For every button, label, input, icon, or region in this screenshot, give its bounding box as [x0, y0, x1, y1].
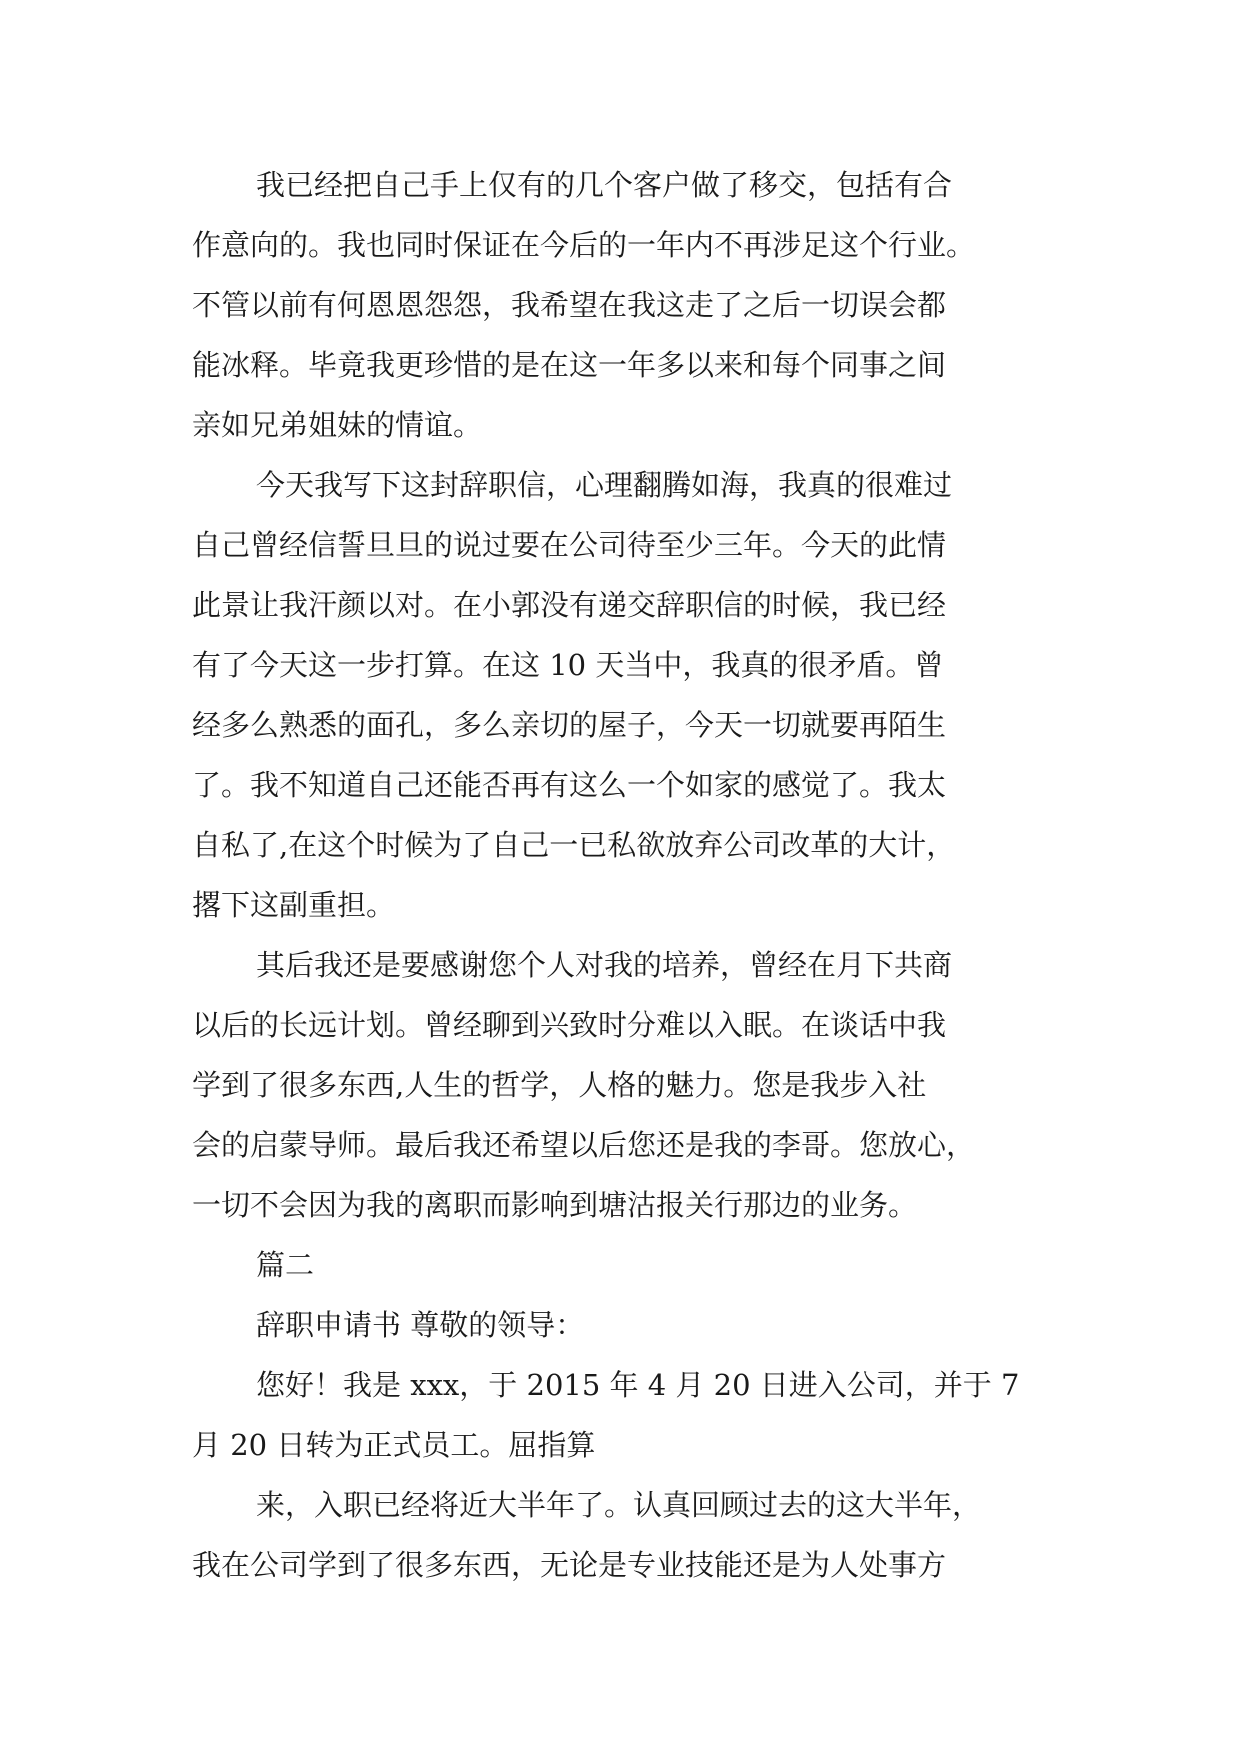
text-line: 撂下这副重担。 [192, 888, 396, 922]
text-line: 亲如兄弟姐妹的情谊。 [192, 408, 483, 442]
text-line: 以后的长远计划。曾经聊到兴致时分难以入眠。在谈话中我 [192, 1008, 947, 1042]
text-line: 能冰释。毕竟我更珍惜的是在这一年多以来和每个同事之间 [192, 348, 947, 382]
text-line: 您好！我是 xxx，于 2015 年 4 月 20 日进入公司，并于 7 [256, 1368, 1020, 1402]
text-line: 了。我不知道自己还能否再有这么一个如家的感觉了。我太 [192, 768, 947, 802]
text-line: 自己曾经信誓旦旦的说过要在公司待至少三年。今天的此情 [192, 528, 947, 562]
text-line: 此景让我汗颜以对。在小郭没有递交辞职信的时候，我已经 [192, 588, 947, 622]
letter-title: 辞职申请书 尊敬的领导： [256, 1308, 585, 1342]
text-line: 来，入职已经将近大半年了。认真回顾过去的这大半年， [256, 1488, 982, 1522]
text-line: 我已经把自己手上仅有的几个客户做了移交，包括有合 [256, 168, 953, 202]
text-line: 经多么熟悉的面孔，多么亲切的屋子，今天一切就要再陌生 [192, 708, 947, 742]
text-line: 学到了很多东西,人生的哲学，人格的魅力。您是我步入社 [192, 1068, 927, 1102]
text-line: 一切不会因为我的离职而影响到塘沽报关行那边的业务。 [192, 1188, 918, 1222]
text-line: 有了今天这一步打算。在这 10 天当中，我真的很矛盾。曾 [192, 648, 944, 682]
text-line: 不管以前有何恩恩怨怨，我希望在我这走了之后一切误会都 [192, 288, 947, 322]
text-line: 其后我还是要感谢您个人对我的培养，曾经在月下共商 [256, 948, 953, 982]
text-line: 今天我写下这封辞职信，心理翻腾如海，我真的很难过 [256, 468, 953, 502]
text-line: 作意向的。我也同时保证在今后的一年内不再涉足这个行业。 [192, 228, 976, 262]
text-line: 会的启蒙导师。最后我还希望以后您还是我的李哥。您放心， [192, 1128, 976, 1162]
section-heading: 篇二 [256, 1248, 315, 1282]
text-line: 我在公司学到了很多东西，无论是专业技能还是为人处事方 [192, 1548, 947, 1582]
text-line: 月 20 日转为正式员工。屈指算 [192, 1428, 596, 1462]
text-line: 自私了,在这个时候为了自己一已私欲放弃公司改革的大计， [192, 828, 956, 862]
